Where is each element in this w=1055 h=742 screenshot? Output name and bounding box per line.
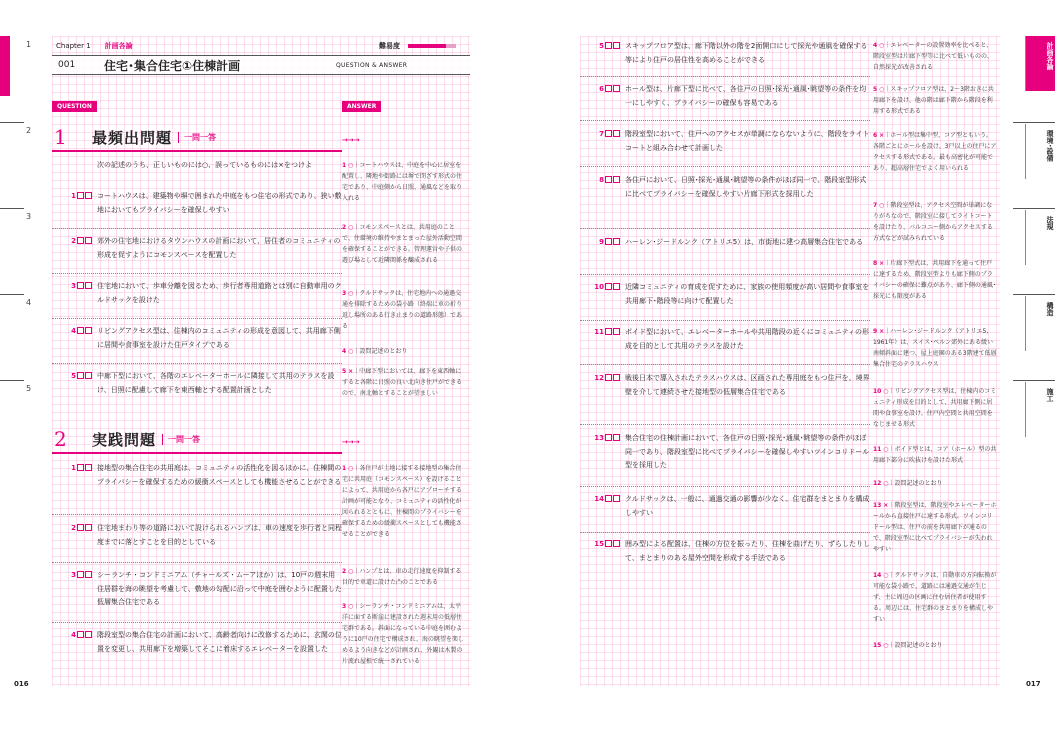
question-item: 4 リビングアクセス型は、住棟内のコミュニティの形成を意図して、共用廊下側に居間や食事室を設けた住戸タイプである xyxy=(71,327,341,349)
answer-item: 4 ○｜設問記述のとおり xyxy=(342,348,408,355)
difficulty-fill xyxy=(408,44,446,48)
heading-practice xyxy=(52,426,342,452)
row-divider xyxy=(580,532,870,533)
checkbox-icon[interactable] xyxy=(613,176,620,183)
checkbox-icon[interactable] xyxy=(613,328,620,335)
checkbox-icon[interactable] xyxy=(613,374,620,381)
question-item: 15 囲み型による配置は、住棟の方位を振ったり、住棟を曲げたり、ずらしたりして、まとまりのある屋外空間を形成する手法である xyxy=(594,540,870,562)
answer-arrow: →→→ xyxy=(342,136,360,144)
checkbox-icon[interactable] xyxy=(85,237,92,244)
row-divider xyxy=(52,562,342,563)
question-item: 11 ポイド型において、エレベーターホールや共用階段の近くにコミュニティの形成を目的として共用のテラスを設けた xyxy=(594,328,870,350)
checkbox-icon[interactable] xyxy=(77,464,84,471)
question-item: 2 住宅地まわり等の道路において設けられるハンプは、車の速度を歩行者と同程度までに落とすことを目的としている xyxy=(71,524,342,546)
checkbox-icon[interactable] xyxy=(85,282,92,289)
tab-structure[interactable]: 構造 xyxy=(1025,296,1055,351)
side-divider xyxy=(0,122,24,123)
heading-underline xyxy=(52,150,342,152)
side-number: 1 xyxy=(26,40,32,49)
checkbox-icon[interactable] xyxy=(77,571,84,578)
row-divider xyxy=(580,320,870,321)
answer-item: 1 ○｜各住戸が土地に接する接地型の集合住宅に共用庭（コモンスペース）を設けることによって、共用庭から各戸にアプローチする計画が可能となり、コミュニティの活性化が図られるとともに、住棟間のプライバシーを確保するための緩衝スペースとしても機能させることができる xyxy=(342,465,462,538)
instruction-text: 次の記述のうち、正しいものには○、誤っているものには×をつけよ xyxy=(97,161,312,169)
question-item: 5 スキップフロア型は、廊下階以外の階を2面開口にして採光や通風を確保する等により住戸の居住性を高めることができる xyxy=(599,42,868,64)
checkbox-icon[interactable] xyxy=(85,524,92,531)
answer-item: 2 ○｜ハンプとは、車の走行速度を抑制する目的で車道に設けた凸のことである xyxy=(342,568,462,586)
row-divider xyxy=(580,274,870,275)
checkbox-icon[interactable] xyxy=(85,631,92,638)
answer-item: 2 ○｜コモンスペースとは、共用庭のことで、住環境の維持やまとまった屋外活動空間を確保することができる。管理運営や子供の遊び場として近隣関係を醸成される xyxy=(342,224,463,264)
checkbox-icon[interactable] xyxy=(85,571,92,578)
answer-item: 13 ×｜階段室型は、階段室やエレベーターホールから直接住戸に達する形式。ツインコリドール型は、住戸の前を共用廊下が通るので、階段室型に比べてプライバシーが失われやすい xyxy=(873,502,997,553)
side-number: 5 xyxy=(26,384,32,393)
checkbox-icon[interactable] xyxy=(613,238,620,245)
difficulty-bar xyxy=(408,44,456,48)
checkbox-icon[interactable] xyxy=(613,42,620,49)
checkbox-icon[interactable] xyxy=(613,130,620,137)
category-label: 計画各論 xyxy=(104,42,133,50)
row-divider xyxy=(580,76,870,77)
heading-frequent xyxy=(52,124,342,150)
checkbox-icon[interactable] xyxy=(605,495,612,502)
tab-planning[interactable]: 計画各論 xyxy=(1025,36,1055,91)
side-divider xyxy=(0,294,24,295)
page-number: 017 xyxy=(1026,680,1041,688)
answer-item: 3 ○｜クルドサックは、住宅地内への通過交通を排除するための袋小路（終端に車の折り返し場所のある行き止まりの道路形態）である xyxy=(342,290,463,330)
left-page xyxy=(0,0,527,742)
answer-item: 1 ○｜コートハウスは、中庭を中心に居室を配置し、隣地や街路には塀で閉ざす形式の住宅であり、中庭側から日照、通風などを取り入れる xyxy=(342,162,463,202)
chapter-bar xyxy=(52,39,470,53)
tab-divider xyxy=(1013,380,1055,381)
side-number: 4 xyxy=(26,298,32,307)
question-item: 10 近隣コミュニティの育成を促すために、家族の使用頻度が高い居間や食事室を共用廊下･階段等に向けて配置した xyxy=(594,283,870,305)
checkbox-icon[interactable] xyxy=(613,540,620,547)
checkbox-icon[interactable] xyxy=(605,434,612,441)
right-page xyxy=(528,0,1055,742)
difficulty-label: 難易度 xyxy=(379,42,400,50)
checkbox-icon[interactable] xyxy=(77,327,84,334)
checkbox-icon[interactable] xyxy=(77,192,84,199)
side-number: 3 xyxy=(26,212,32,221)
answer-arrow: →→→ xyxy=(342,438,360,446)
row-divider xyxy=(52,514,342,515)
question-item: 9 ハーレン･ジードルンク（アトリエ5）は、市街地に建つ高層集合住宅である xyxy=(599,238,864,246)
checkbox-icon[interactable] xyxy=(613,283,620,290)
heading-subtitle: 一問一答 xyxy=(162,434,200,445)
question-item: 1 コートハウスは、建築物や塀で囲まれた中庭をもつ住宅の形式であり、狭い敷地においてもプライバシーを確保しやすい xyxy=(71,192,342,214)
checkbox-icon[interactable] xyxy=(605,85,612,92)
answer-item: 5 ×｜中廊下型においては、廊下を東西軸にすると各階に日照の良い北向き住戸ができるので、南北軸とすることが望ましい xyxy=(342,368,463,397)
question-item: 1 接地型の集合住宅の共用庭は、コミュニティの活性化を図るほかに、住棟間のプライバシーを確保するための緩衝スペースとしても機能させることができる xyxy=(71,464,342,486)
row-divider xyxy=(52,228,342,229)
question-item: 14 クルドサックは、一般に、通過交通の影響が少なく、住宅群をまとまりを構成しやすい xyxy=(594,495,870,517)
row-divider xyxy=(52,363,342,364)
answer-item: 14 ○｜クルドサックは、自動車の方向転換が可能な袋小路で、道路には通過交通が生じず、主に周辺の区画に住む居住者が使用する。周辺には、住宅群のまとまりを構成しやすい xyxy=(873,572,997,623)
heading-title: 最頻出問題 xyxy=(92,128,173,147)
answer-item: 6 ×｜ホール型は集中型、コア型ともいう。各階ごとにホールを設け、3戸以上の住戸にアクセスする形式である。最も高密化が可能であり、超高層住宅でよく用いられる xyxy=(873,132,997,172)
checkbox-icon[interactable] xyxy=(605,374,612,381)
heading-subtitle: 一問一答 xyxy=(178,132,216,143)
question-tag: QUESTION xyxy=(52,101,97,112)
section-title: 住宅･集合住宅①住棟計画 xyxy=(104,58,241,73)
question-item: 3 シーランチ・コンドミニアム（チャールズ・ムーアほか）は、10戸の週末用住居群を海の眺望を考慮して、敷地の勾配に沿って中庭を囲むように配置した低層集合住宅である xyxy=(71,571,342,606)
row-divider xyxy=(580,120,870,121)
heading-number: 2 xyxy=(54,427,67,451)
checkbox-icon[interactable] xyxy=(77,282,84,289)
answer-item: 7 ○｜階段室型は、アクセス空間が単調になりがちなので、階段室に接してライトコートを設けたり、バルコニー側からアクセスする方式などが試みられている xyxy=(873,202,993,242)
answer-item: 5 ○｜スキップフロア型は、2～3階おきに共用廊下を設け、他の階は廊下階から階段を利用する形式である xyxy=(873,86,994,115)
question-item: 12 戦後日本で導入されたテラスハウスは、区画された専用庭をもつ住戸を、境界壁を介して連続させた接地型の低層集合住宅である xyxy=(594,374,870,396)
side-divider xyxy=(0,208,24,209)
checkbox-icon[interactable] xyxy=(77,631,84,638)
side-number: 2 xyxy=(26,126,32,135)
answer-item: 10 ○｜リビングアクセス型は、住棟内のコミュニティ形成を目的として、共用廊下側に居間や食事室を設け、住戸内空間と共用空間をなじませる形式 xyxy=(873,388,997,428)
row-divider xyxy=(580,228,870,229)
checkbox-icon[interactable] xyxy=(77,524,84,531)
heading-number: 1 xyxy=(54,125,67,149)
checkbox-icon[interactable] xyxy=(613,434,620,441)
tab-divider xyxy=(1013,122,1055,123)
checkbox-icon[interactable] xyxy=(605,283,612,290)
tab-divider xyxy=(1013,208,1055,209)
row-divider xyxy=(580,364,870,365)
side-divider xyxy=(0,380,24,381)
answer-item: 3 ○｜シーランチ・コンドミニアムは、太平洋に面する断崖に建設された週末用の低層住宅群である。斜面になっている中庭を囲むように10戸の住宅で構成され、海の眺望を楽しめるよう向きなどが計画され、外観は木製の片流れ屋根で統一されている xyxy=(342,603,464,665)
question-item: 13 集合住宅の住棟計画において、各住戸の日照･採光･通風･眺望等の条件がほぼ同一であり、階段室型に比べてプライバシーを確保しやすいツインコリドール型を採用した xyxy=(594,434,870,469)
section-number: 001 xyxy=(58,60,76,70)
checkbox-icon[interactable] xyxy=(605,540,612,547)
checkbox-icon[interactable] xyxy=(77,372,84,379)
question-item: 5 中廊下型において、各階のエレベーターホールに隣接して共用のテラスを設け、日照に配慮して廊下を東西軸とする配置計画とした xyxy=(71,372,335,394)
answer-item: 8 ×｜片廊下型式は、共用廊下を通って住戸に達するため、階段室型よりも廊下側のプライバシーの確保に難点があり、廊下側の通風･採光にも限度がある xyxy=(873,260,996,300)
section-title-bar xyxy=(52,55,470,75)
answer-tag: ANSWER xyxy=(342,101,381,112)
answer-item: 15 ○｜設問記述のとおり xyxy=(873,642,943,649)
checkbox-icon[interactable] xyxy=(605,42,612,49)
page-number: 016 xyxy=(14,680,29,688)
answer-item: 12 ○｜設問記述のとおり xyxy=(873,480,943,487)
row-divider xyxy=(52,318,342,319)
row-divider xyxy=(580,166,870,167)
chapter-label: Chapter 1 xyxy=(56,42,91,50)
tab-construction[interactable]: 施工 xyxy=(1025,382,1055,437)
question-item: 4 階段室型の集合住宅の計画において、高齢者向けに改修するために、玄関の位置を変更し、共用廊下を増築してそこに着床するエレベーターを設置した xyxy=(71,631,342,653)
question-item: 7 階段室型において、住戸へのアクセスが単調にならないように、階段をライトコートと組み合わせて計画した xyxy=(599,130,870,152)
chapter-edge-mark xyxy=(0,36,10,96)
checkbox-icon[interactable] xyxy=(613,85,620,92)
row-divider xyxy=(580,486,870,487)
heading-underline xyxy=(52,452,342,454)
checkbox-icon[interactable] xyxy=(85,372,92,379)
row-divider xyxy=(52,622,342,623)
checkbox-icon[interactable] xyxy=(613,495,620,502)
question-item: 6 ホール型は、片廊下型に比べて、各住戸の日照･採光･通風･眺望等の条件を均一にしやすく、プライバシーの確保も容易である xyxy=(599,85,867,107)
answer-item: 4 ○｜エレベーターの設置効率を比べると、階段室型は片廊下型等に比べて低いものの、自然採光が改善される xyxy=(873,42,993,71)
question-item: 2 郊外の住宅地におけるタウンハウスの計画において、居住者のコミュニティの形成を促すようにコモンスペースを配置した xyxy=(71,237,341,259)
question-item: 3 住宅地において、歩車分離を図るため、歩行者専用道路とは別に自動車用のクルドサックを設けた xyxy=(71,282,342,304)
row-divider xyxy=(580,424,870,425)
question-item: 8 各住戸において、日照･採光･通風･眺望等の条件がほぼ同一で、階段室型形式に比べてプライバシーを確保しやすい片廊下形式を採用した xyxy=(599,176,867,198)
checkbox-icon[interactable] xyxy=(77,237,84,244)
checkbox-icon[interactable] xyxy=(605,130,612,137)
checkbox-icon[interactable] xyxy=(605,328,612,335)
checkbox-icon[interactable] xyxy=(605,238,612,245)
tab-divider xyxy=(1013,294,1055,295)
checkbox-icon[interactable] xyxy=(605,176,612,183)
heading-title: 実践問題 xyxy=(92,430,157,449)
tab-law[interactable]: 法規 xyxy=(1025,210,1055,265)
answer-item: 11 ○｜ボイド型とは、コア（ホール）型の共用廊下部分に吹抜けを設けた形式 xyxy=(873,446,997,464)
checkbox-icon[interactable] xyxy=(85,464,92,471)
checkbox-icon[interactable] xyxy=(85,327,92,334)
row-divider xyxy=(52,273,342,274)
tab-environment[interactable]: 環境･設備 xyxy=(1025,124,1055,179)
qa-label: QUESTION & ANSWER xyxy=(336,61,408,69)
answer-item: 9 ×｜ハーレン･ジードルンク（アトリエ5, 1961年）は、スイス･ベルン郊外にある緩い南傾斜面に建つ、屋上庭園のある3階建て低層集合住宅のテラスハウス xyxy=(873,328,997,368)
checkbox-icon[interactable] xyxy=(85,192,92,199)
